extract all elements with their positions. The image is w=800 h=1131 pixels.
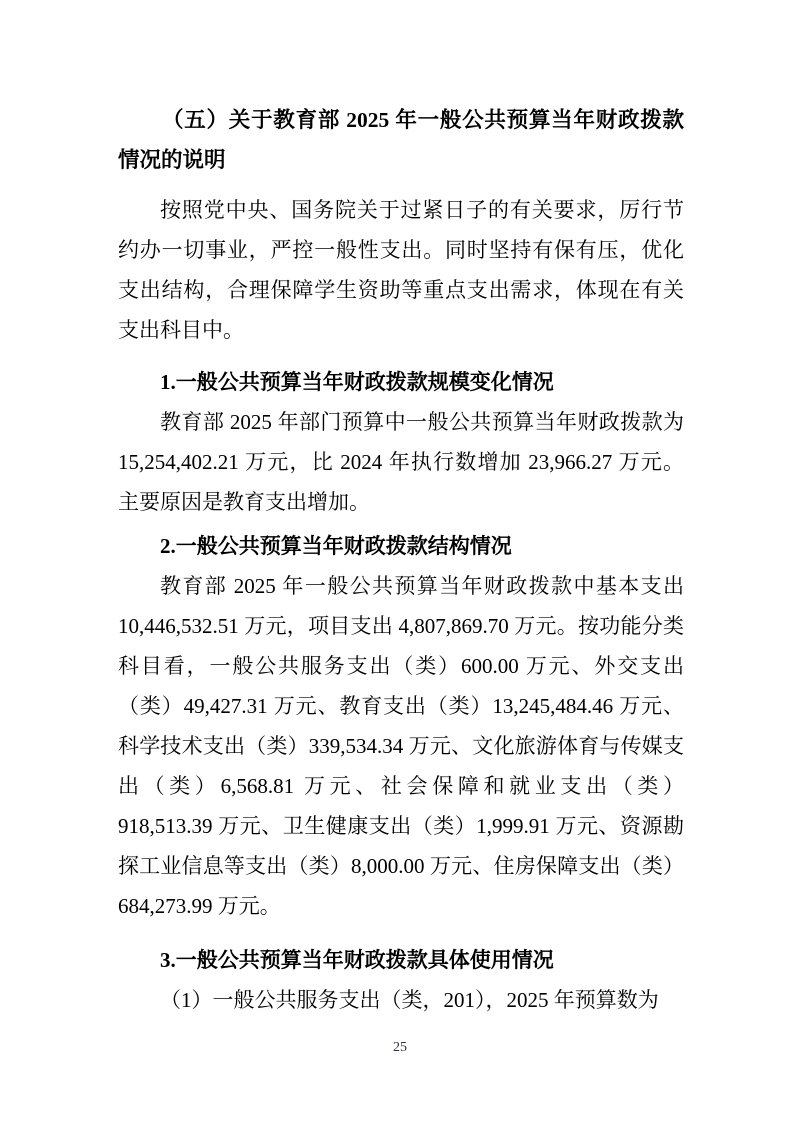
section-1-paragraph: 教育部 2025 年部门预算中一般公共预算当年财政拨款为 15,254,402.21 万元，比 2024 年执行数增加 23,966.27 万元。主要原因是教育支出增加。	[118, 410, 684, 514]
section-1-heading: 1.一般公共预算当年财政拨款规模变化情况	[160, 370, 554, 394]
page-number: 25	[393, 1040, 407, 1055]
section-3-heading: 3.一般公共预算当年财政拨款具体使用情况	[160, 948, 554, 972]
intro-paragraph: 按照党中央、国务院关于过紧日子的有关要求，厉行节约办一切事业，严控一般性支出。同时坚持有保有压，优化支出结构，合理保障学生资助等重点支出需求，体现在有关支出科目中。	[118, 198, 684, 342]
document-title: （五）关于教育部 2025 年一般公共预算当年财政拨款情况的说明	[118, 108, 684, 172]
section-2-paragraph: 教育部 2025 年一般公共预算当年财政拨款中基本支出 10,446,532.51 万元，项目支出 4,807,869.70 万元。按功能分类科目看，一般公共服务支出（类）600.00 万元、外交支出（类）49,427.31 万元、教育支出（类）13,245,484.46 万元、科学技术支出（类）339,534.34 万元、文化旅游体育与传媒支出（类）6,568.81 万元、社会保障和就业支出（类）918,513.39 万元、卫生健康支出（类）1,999.91 万元、资源勘探工业信息等支出（类）8,000.00 万元、住房保障支出（类）684,273.99 万元。	[118, 574, 684, 918]
document-content	[118, 100, 684, 1020]
section-3-paragraph: （1）一般公共服务支出（类，201），2025 年预算数为	[160, 988, 659, 1012]
section-2-heading: 2.一般公共预算当年财政拨款结构情况	[160, 534, 512, 558]
